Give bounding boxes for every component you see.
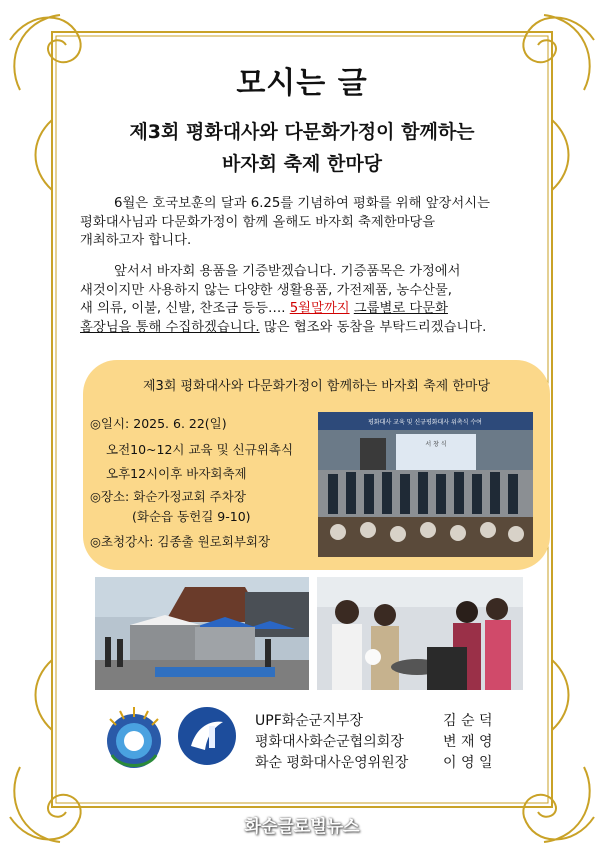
signature-row <box>255 710 493 731</box>
pf-logo-icon <box>177 706 237 766</box>
signature-org: 평화대사화순군협의회장 <box>255 734 404 750</box>
paragraph2-line3 <box>80 300 550 319</box>
paragraph2-line1: 앞서서 바자회 용품을 기증받겠습니다. 기증품목은 가정에서 <box>114 264 461 279</box>
news-watermark: 화순글로벌뉴스 <box>244 817 360 837</box>
ceremony-photo <box>318 412 533 557</box>
event-place: ◎장소: 화순가정교회 주차장 <box>90 489 246 504</box>
signature-name: 김 순 덕 <box>443 713 493 729</box>
paragraph2-line4-text: 많은 협조와 동참을 부탁드리겠습니다. <box>263 319 487 335</box>
event-address: (화순읍 동헌길 9-10) <box>132 509 251 524</box>
paragraph2-line4 <box>80 319 550 338</box>
invitation-paragraph-2 <box>80 263 550 337</box>
event-speaker: ◎초청강사: 김종출 원로회부회장 <box>90 534 271 549</box>
paragraph1-line2: 평화대사님과 다문화가정이 함께 올해도 바자회 축제한마당을 <box>80 214 436 230</box>
signature-row <box>255 731 493 752</box>
paragraph2-line4-underlined: 홈장님을 통해 수집하겠습니다. <box>80 319 260 335</box>
page-title: 모시는 글 <box>236 66 368 101</box>
event-subtitle-line2: 바자회 축제 한마당 <box>221 153 383 175</box>
signature-row <box>255 752 493 773</box>
signature-block <box>255 710 493 773</box>
paragraph2-line2: 새것이지만 사용하지 않는 다양한 생활용품, 가전제품, 농수산물, <box>80 282 453 298</box>
paragraph2-line3-underlined: 그룹별로 다문화 <box>353 301 448 316</box>
upf-logo-icon <box>100 705 168 773</box>
bazaar-cooking-photo <box>317 577 523 690</box>
deadline-highlight: 5월말까지 <box>289 301 350 316</box>
signature-org: UPF화순군지부장 <box>255 713 363 729</box>
event-subtitle-line1: 제3회 평화대사와 다문화가정이 함께하는 <box>129 121 475 143</box>
event-time-afternoon: 오후12시이후 바자회축제 <box>106 466 247 481</box>
ceremony-banner-text: 평화대사 교육 및 신규평화대사 위촉식 수여 <box>368 419 482 426</box>
signature-name: 이 영 일 <box>443 755 493 771</box>
signature-name: 변 재 영 <box>443 734 493 750</box>
paragraph2-line3-text: 새 의류, 이불, 신발, 찬조금 등등…. <box>80 301 286 316</box>
bazaar-tents-photo <box>95 577 309 690</box>
event-box-title: 제3회 평화대사와 다문화가정이 함께하는 바자회 축제 한마당 <box>142 379 490 394</box>
paragraph1-line3: 개최하고자 합니다. <box>80 233 192 248</box>
paragraph1-line1: 6월은 호국보훈의 달과 6.25를 기념하여 평화를 위해 앞장서시는 <box>114 196 490 211</box>
signature-org: 화순 평화대사운영위원장 <box>255 755 409 771</box>
ceremony-screen-text: 서 창 식 <box>425 441 447 448</box>
event-time-morning: 오전10~12시 교육 및 신규위촉식 <box>106 442 294 457</box>
invitation-paragraph-1 <box>80 195 550 251</box>
event-date: ◎일시: 2025. 6. 22(일) <box>90 416 227 431</box>
